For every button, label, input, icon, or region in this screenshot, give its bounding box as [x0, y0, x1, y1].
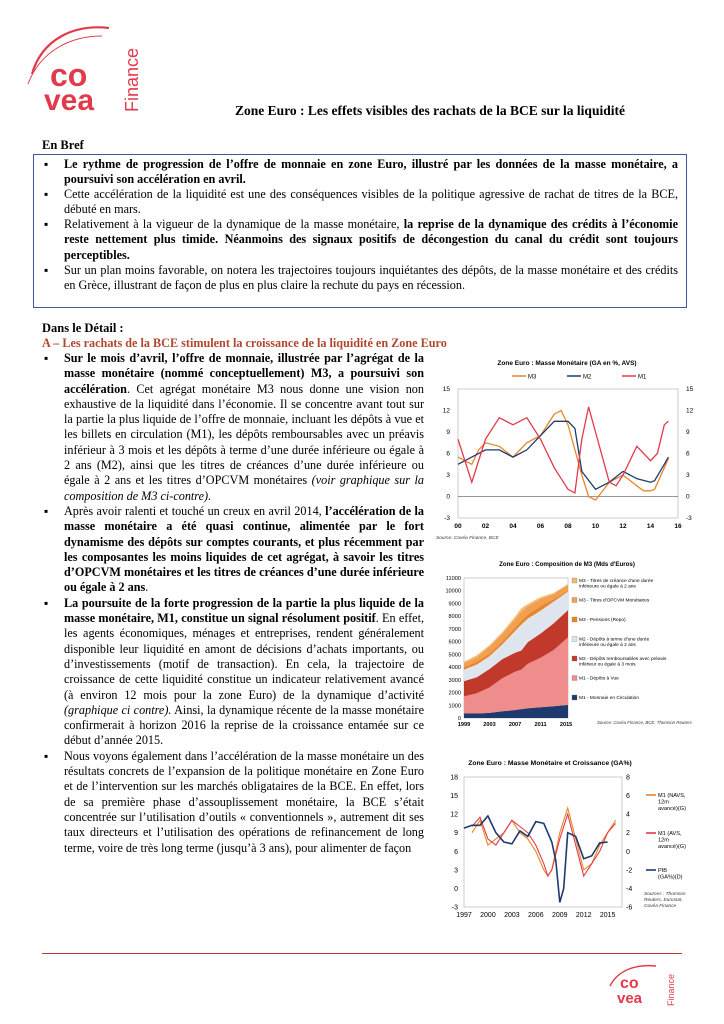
chart-1-x-tick: 08: [564, 523, 572, 530]
chart-2-legend-label: [579, 578, 654, 590]
chart-2-legend-label: [579, 656, 667, 668]
chart-2-svg: [432, 556, 702, 736]
logo-text-vea: vea: [44, 84, 95, 114]
p1-bold: Sur le mois d’avril, l’offre de monnaie, illustrée par l’agrégat de la masse monétaire (nommé conceptuellement) M3, a poursuivi son accélération: [64, 351, 424, 396]
covea-logo: [14, 14, 154, 114]
chart-1-legend-label: M1: [638, 374, 647, 381]
chart-1-x-tick: 06: [536, 523, 545, 530]
chart-1-y-tick-right: 3: [686, 472, 690, 479]
chart-2-legend-swatch: [572, 695, 577, 700]
chart-3-y-tick-left: 12: [450, 811, 458, 819]
chart-3-source: [644, 891, 686, 909]
detail-text-column: [42, 351, 424, 856]
chart-2-legend-label: [579, 695, 639, 701]
chart-3-y-tick-right: 0: [626, 848, 630, 856]
chart-3-y-tick-left: -3: [451, 904, 458, 912]
chart-2-y-tick: 6000: [448, 639, 461, 646]
brief-heading: En Bref: [42, 138, 84, 152]
chart-3-y-tick-left: 18: [450, 774, 458, 782]
chart-3-source-line: Reuters, Eurostat,: [644, 898, 683, 903]
chart-2-y-tick: 4000: [448, 665, 461, 672]
chart-masse-croissance: [432, 755, 702, 930]
chart-1-series-line: [458, 421, 668, 489]
chart-2-y-tick: 7000: [448, 626, 461, 633]
chart-3-x-tick: 2006: [528, 912, 544, 919]
chart-1-x-tick: 04: [509, 523, 517, 530]
chart-2-legend-label: [579, 676, 619, 682]
brief-box: [33, 154, 687, 308]
chart-3-y-tick-right: 4: [626, 811, 630, 819]
chart-3-series-line: [464, 816, 608, 902]
brief-bullet-2: ▪ Cette accélération de la liquidité est une des conséquences visibles de la politique agressive de rachat de titres de la BCE, débuté en mars.: [42, 187, 678, 217]
chart-3-legend-line: 12m: [658, 837, 669, 844]
chart-3-source-line: Covéa Finance: [644, 904, 677, 909]
chart-2-legend-swatch: [572, 676, 577, 681]
detail-paragraph-3: [42, 596, 424, 749]
p2-end: .: [145, 580, 149, 595]
chart-1-x-tick: 16: [674, 523, 682, 530]
chart-3-y-tick-left: 3: [454, 867, 458, 875]
chart-3-legend-line: M1 (NAVS,: [658, 793, 686, 799]
chart-2-y-tick: 11000: [445, 576, 461, 582]
p3-plain-2: Ainsi, la dynamique récente de la masse monétaire confirmerait à horizon 2016 la reprise de la croissance entamée sur ce début d’année 2015.: [64, 702, 424, 748]
brief-bullet-3-bold: la reprise de la dynamique des crédits à l’économie reste nettement plus timide. Néanmoins des signaux positifs de décongestion du canal du crédit sont toujours perceptibles.: [64, 217, 678, 262]
chart-2-legend-label: [579, 637, 650, 649]
chart-3-legend-line: PIB: [658, 868, 668, 874]
chart-2-legend-label: [579, 617, 626, 623]
chart-2-legend-line: inférieure ou égale à 2 ans: [579, 584, 636, 590]
chart-1-y-tick-left: 12: [442, 407, 450, 415]
chart-2-y-tick: 10000: [445, 588, 461, 595]
chart-1-legend-label: M2: [583, 374, 592, 381]
chart-1-x-tick: 00: [454, 523, 462, 530]
detail-heading: Dans le Détail :: [42, 321, 124, 335]
chart-3-y-tick-right: 6: [626, 793, 630, 801]
chart-3-y-tick-left: 15: [450, 793, 458, 801]
p3-bold: La poursuite de la forte progression de la partie la plus liquide de la masse monétaire, M1, constitue un signal résolument positif: [64, 595, 424, 626]
chart-2-legend-swatch: [572, 617, 577, 622]
footer-divider: [42, 953, 682, 954]
chart-3-plot-frame: [464, 777, 622, 907]
chart-2-x-tick: 2015: [559, 722, 573, 728]
p2-plain: Après avoir ralenti et touché un creux en avril 2014,: [64, 503, 326, 518]
logo-text-co: co: [50, 57, 88, 93]
brief-bullet-4: ▪ Sur un plan moins favorable, on notera les trajectoires toujours inquiétantes des dépôts, de la masse monétaire et des crédits en Grèce, illustrant de façon de plus en plus claire la rechute du pays en récession.: [42, 263, 678, 293]
chart-3-y-tick-right: 8: [626, 774, 630, 782]
chart-1-x-tick: 02: [481, 523, 490, 530]
chart-3-x-tick: 2000: [480, 912, 496, 919]
p3-italic: (graphique ci contre).: [64, 702, 172, 717]
chart-2-legend-swatch: [572, 598, 577, 603]
brief-bullet-1: ▪ Le rythme de progression de l’offre de monnaie en zone Euro, illustré par les données de la masse monétaire, a poursuivi son accélération en avril.: [42, 157, 678, 187]
chart-2-y-tick: 3000: [448, 677, 461, 684]
chart-2-y-tick: 8000: [448, 614, 461, 621]
chart-1-y-tick-left: 9: [446, 429, 450, 436]
chart-2-legend-swatch: [572, 656, 577, 661]
chart-2-legend-swatch: [572, 637, 577, 642]
chart-3-svg: [432, 755, 702, 930]
chart-1-svg: [432, 355, 702, 545]
chart-3-legend-line: avancé)(G): [658, 844, 686, 850]
chart-2-legend-line: M2 - Dépôts remboursables avec préavis: [579, 657, 667, 662]
chart-3-series-line: [472, 808, 616, 876]
chart-1-y-tick-right: 12: [686, 407, 694, 415]
chart-3-legend-label: [658, 793, 686, 812]
chart-3-legend-line: avancé)(G): [658, 806, 686, 812]
chart-1-legend-label: M3: [528, 374, 537, 381]
brief-bullet-3: [42, 217, 678, 262]
p2-bold: l’accélération de la masse monétaire a été quasi continue, alimentée par le fort dynamisme des dépôts sur comptes courants, et plus récemment par les composantes les moins liquides de cet agrégat, à savoir les titres d’OPCVM monétaires et les titres de créances d’une durée inférieure ou égale à 2 ans: [64, 503, 424, 595]
chart-1-y-tick-right: 9: [686, 429, 690, 436]
chart-3-y-tick-left: 9: [454, 830, 458, 838]
chart-2-x-tick: 2011: [534, 722, 547, 728]
chart-1-x-tick: 14: [646, 523, 655, 530]
chart-3-y-tick-right: -4: [626, 885, 633, 893]
document-title: Zone Euro : Les effets visibles des rachats de la BCE sur la liquidité: [235, 103, 625, 118]
section-a-heading: A – Les rachats de la BCE stimulent la croissance de la liquidité en Zone Euro: [42, 336, 447, 350]
chart-1-y-tick-left: 15: [442, 386, 450, 393]
chart-3-y-tick-right: -6: [626, 904, 633, 912]
chart-3-x-tick: 2012: [575, 912, 592, 919]
chart-3-legend-label: [658, 868, 683, 881]
logo-small-finance: Finance: [666, 973, 676, 1006]
chart-2-legend-swatch: [572, 578, 577, 583]
chart-2-legend-line: inférieure ou égale à 2 ans: [579, 643, 636, 649]
chart-3-y-tick-right: -2: [626, 867, 633, 875]
chart-1-y-tick-right: 6: [686, 450, 690, 458]
chart-1-title: Zone Euro : Masse Monétaire (GA en %, AVS): [497, 360, 637, 367]
chart-2-legend-line: M2 - Dépôts à terme d'une durée: [579, 637, 650, 643]
chart-2-legend-line: M3 - Titres de créance d'une durée: [579, 579, 654, 584]
chart-2-legend-line: M1 - Dépôts à Vue: [579, 676, 619, 682]
chart-3-legend-line: M1 (AVS,: [658, 831, 682, 837]
chart-composition-m3: [432, 556, 702, 736]
chart-3-source-line: Sources : Thomson: [644, 892, 686, 897]
covea-logo-small: [604, 958, 684, 1008]
brief-bullet-3-plain: Relativement à la vigueur de la dynamique de la masse monétaire,: [64, 217, 404, 232]
p1-italic: (voir graphique sur la composition de M3 ci-contre).: [64, 473, 424, 503]
logo-small-co: co: [620, 975, 639, 992]
chart-1-y-tick-right: -3: [686, 515, 692, 522]
chart-2-y-tick: 1000: [448, 703, 461, 710]
chart-1-plot-frame: [458, 389, 678, 518]
chart-3-x-tick: 2003: [504, 912, 520, 919]
chart-2-source: Source: Covéa Finance, BCE, Thomson Reuters: [597, 720, 692, 725]
chart-3-y-tick-right: 2: [626, 830, 630, 838]
chart-1-y-tick-left: -3: [444, 515, 450, 522]
chart-3-y-tick-left: 0: [454, 885, 458, 893]
chart-2-x-tick: 2003: [483, 722, 496, 728]
p3-plain: . En effet, les agents économiques, ménages et entreprises, rendent généralement disponible leur liquidité en amont de décisions d’achats importants, ou d’investissements (motif de transaction). En cela, la trajectoire de croissance de cette liquidité constitue un indicateur relativement avancé (à environ 12 mois pour la zone Euro) de la dynamique d’activité: [64, 611, 424, 702]
chart-2-y-tick: 9000: [448, 601, 461, 608]
chart-2-y-tick: 2000: [448, 690, 461, 697]
logo-text-finance: Finance: [122, 47, 142, 112]
chart-1-y-tick-right: 15: [686, 386, 694, 393]
detail-paragraph-1: [42, 351, 424, 504]
chart-3-legend-line: (GA%)(D): [658, 874, 683, 881]
chart-3-title: Zone Euro : Masse Monétaire et Croissance (GA%): [468, 760, 632, 767]
chart-1-y-tick-left: 0: [446, 493, 450, 501]
detail-paragraph-4: ▪ Nous voyons également dans l’accélération de la masse monétaire un des résultats concrets de l’expansion de la politique monétaire en Zone Euro et de l’intervention sur les marchés obligataires de la BCE. En effet, lors de sa première phase d’assouplissement monétaire, la BCE s’était concentrée sur l’utilisation d’outils « conventionnels », autrement dit ses taux directeurs et l’utilisation des opérations de refinancement de long terme, voire de très long terme (jusqu’à 3 ans), pour alimenter de façon: [42, 749, 424, 856]
chart-2-legend-line: M1 - Monnaie en Circulation: [579, 696, 639, 701]
chart-3-y-tick-left: 6: [454, 848, 458, 856]
chart-2-x-tick: 2007: [508, 722, 522, 728]
chart-1-y-tick-left: 6: [446, 450, 450, 458]
chart-3-x-tick: 2015: [599, 912, 616, 919]
chart-2-y-tick: 5000: [448, 652, 461, 659]
chart-1-series-line: [458, 411, 668, 501]
chart-2-legend-line: M3 - Titres d'OPCVM Monétaires: [579, 598, 650, 604]
chart-2-legend-label: [579, 598, 650, 604]
chart-masse-monetaire: [432, 355, 702, 545]
chart-2-y-tick: 0: [457, 716, 461, 722]
chart-3-legend-line: 12m: [658, 799, 669, 806]
logo-small-vea: vea: [617, 990, 643, 1007]
chart-3-legend-label: [658, 831, 686, 850]
chart-1-y-tick-left: 3: [446, 472, 450, 479]
chart-1-x-tick: 12: [619, 523, 627, 530]
chart-2-legend-line: M3 - Pensions (Repo): [579, 618, 626, 623]
chart-1-x-tick: 10: [591, 523, 600, 530]
chart-2-legend-line: inférieur ou égale à 3 mois: [579, 662, 636, 668]
chart-2-title: Zone Euro : Composition de M3 (Mds d'Euros): [499, 561, 635, 568]
p1-plain: . Cet agrégat monétaire M3 nous donne une vision non exhaustive de la liquidité dans l’économie. Il se concentre avant tout sur la partie la plus liquide de l’offre de monnaie, incluant les dépôts à vue et les billets en circulation (M1), les dépôts remboursables avec un préavis inférieur à 3 mois et les dépôts à terme d’une durée inférieure ou égale à 2 ans (M2), ainsi que les titres de créances d’une durée inférieure ou égale à 2 ans et les titres d’OPCVM monétaires: [64, 381, 424, 488]
chart-1-source: Source: Covéa Finance, BCE: [436, 536, 499, 541]
chart-1-y-tick-right: 0: [686, 493, 690, 501]
chart-3-x-tick: 1997: [456, 912, 472, 919]
chart-2-x-tick: 1999: [457, 722, 471, 728]
detail-paragraph-2: [42, 504, 424, 596]
chart-3-x-tick: 2009: [551, 912, 568, 919]
